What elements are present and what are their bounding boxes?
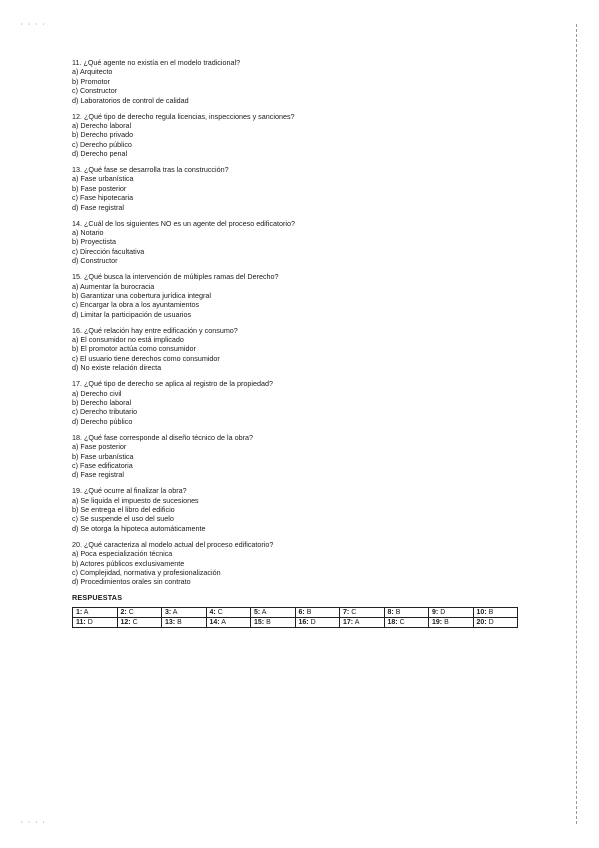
answer-cell xyxy=(384,608,429,618)
answer-letter: A xyxy=(221,619,226,627)
question-block xyxy=(72,58,532,105)
answer-option: c) Complejidad, normativa y profesionalización xyxy=(72,568,221,577)
question-block xyxy=(72,433,532,480)
question-title: 13. ¿Qué fase se desarrolla tras la construcción? xyxy=(72,165,229,175)
answer-cell xyxy=(429,618,474,628)
answer-option: d) Constructor xyxy=(72,256,118,266)
answer-number: 11: xyxy=(76,619,86,627)
answer-letter: D xyxy=(440,609,446,617)
answer-option: a) Poca especialización técnica xyxy=(72,549,173,559)
answer-option: d) No existe relación directa xyxy=(72,363,162,373)
answer-number: 13: xyxy=(165,619,176,627)
answer-number: 17: xyxy=(343,619,354,627)
answer-cell xyxy=(73,618,118,628)
answer-option: a) Derecho civil xyxy=(72,388,122,398)
answer-option: b) Se entrega el libro del edificio xyxy=(72,505,175,515)
page-border-bottom: · · · · ˜˜˜˜˜˜˜˜˜˜˜˜˜˜˜˜˜˜˜˜˜˜˜˜˜˜˜˜˜˜˜˜˜˜˜˜˜˜˜˜˜˜˜˜˜˜˜˜˜˜˜˜˜˜˜˜˜˜˜˜˜˜˜˜˜˜˜˜˜˜˜˜˜˜˜˜˜˜˜˜˜˜˜˜˜˜˜˜˜˜˜˜˜˜˜˜˜˜˜˜˜˜˜˜˜˜˜˜˜˜˜˜˜˜˜˜˜˜˜˜ xyxy=(20,820,483,826)
answers-table xyxy=(72,607,518,628)
answer-option: b) Derecho privado xyxy=(72,130,134,140)
answer-option: d) Fase registral xyxy=(72,202,124,212)
answer-option: a) Notario xyxy=(72,228,104,237)
answer-number: 14: xyxy=(209,619,220,627)
answer-number: 16: xyxy=(298,619,309,627)
answer-number: 6: xyxy=(298,609,305,617)
answer-number: 15: xyxy=(254,619,265,627)
answer-cell xyxy=(340,618,385,628)
answer-option: a) Aumentar la burocracia xyxy=(72,281,155,291)
question-title: 12. ¿Qué tipo de derecho regula licencias, inspecciones y sanciones? xyxy=(72,111,295,121)
answer-option: d) Laboratorios de control de calidad xyxy=(72,95,189,105)
answer-letter: D xyxy=(87,619,93,627)
answer-letter: C xyxy=(128,609,134,617)
answer-letter: B xyxy=(488,609,494,617)
answer-letter: A xyxy=(261,609,267,617)
question-block xyxy=(72,165,532,212)
answer-number: 19: xyxy=(432,619,443,627)
quiz-content xyxy=(72,58,532,628)
answer-number: 9: xyxy=(432,609,439,617)
answer-option: d) Derecho penal xyxy=(72,149,128,159)
answer-letter: C xyxy=(132,619,138,627)
answer-number: 2: xyxy=(120,609,127,617)
answer-option: d) Limitar la participación de usuarios xyxy=(72,309,192,319)
question-title: 16. ¿Qué relación hay entre edificación y consumo? xyxy=(72,325,238,335)
answer-option: c) Encargar la obra a los ayuntamientos xyxy=(72,300,200,310)
question-title: 17. ¿Qué tipo de derecho se aplica al registro de la propiedad? xyxy=(72,379,273,389)
answer-letter: A xyxy=(83,609,89,617)
question-block xyxy=(72,112,532,159)
question-title: 19. ¿Qué ocurre al finalizar la obra? xyxy=(72,486,187,496)
answer-letter: A xyxy=(354,619,360,627)
answer-number: 12: xyxy=(120,619,131,627)
answer-option: b) El promotor actúa como consumidor xyxy=(72,344,196,354)
answer-option: b) Promotor xyxy=(72,76,110,86)
answer-cell xyxy=(340,608,385,618)
answer-cell xyxy=(295,608,340,618)
answer-option: a) Se liquida el impuesto de sucesiones xyxy=(72,495,199,505)
answer-cell xyxy=(162,608,207,618)
answer-number: 3: xyxy=(165,609,172,617)
answer-option: c) Derecho tributario xyxy=(72,407,138,417)
question-title: 20. ¿Qué caracteriza al modelo actual del proceso edificatorio? xyxy=(72,539,274,549)
answer-option: a) Arquitecto xyxy=(72,67,113,77)
question-block xyxy=(72,272,532,319)
answer-option: d) Derecho público xyxy=(72,416,133,426)
question-block xyxy=(72,219,532,266)
answer-letter: C xyxy=(217,609,223,617)
question-block xyxy=(72,540,532,587)
answer-cell xyxy=(206,608,251,618)
answer-number: 1: xyxy=(76,609,83,617)
answer-option: b) Actores públicos exclusivamente xyxy=(72,558,185,568)
answer-number: 7: xyxy=(343,609,350,617)
answer-cell xyxy=(162,618,207,628)
answer-option: a) El consumidor no está implicado xyxy=(72,335,184,345)
answer-letter: A xyxy=(172,609,178,617)
answer-option: b) Fase posterior xyxy=(72,183,127,193)
answer-option: b) Fase urbanística xyxy=(72,451,134,461)
answers-heading: RESPUESTAS xyxy=(72,593,123,603)
answer-option: a) Derecho laboral xyxy=(72,120,132,130)
answer-cell xyxy=(251,608,296,618)
answer-option: b) Derecho laboral xyxy=(72,398,132,407)
answer-number: 10: xyxy=(476,609,487,617)
answer-option: c) El usuario tiene derechos como consumidor xyxy=(72,353,220,363)
question-title: 11. ¿Qué agente no existía en el modelo tradicional? xyxy=(72,58,241,67)
question-title: 15. ¿Qué busca la intervención de múltiples ramas del Derecho? xyxy=(72,272,279,282)
answer-cell xyxy=(117,618,162,628)
answer-option: c) Constructor xyxy=(72,86,118,96)
answer-cell xyxy=(206,618,251,628)
answer-number: 18: xyxy=(387,619,398,627)
question-block xyxy=(72,486,532,533)
answer-letter: B xyxy=(444,619,449,627)
answer-number: 5: xyxy=(254,609,261,617)
question-title: 14. ¿Cuál de los siguientes NO es un agente del proceso edificatorio? xyxy=(72,218,295,228)
answer-letter: B xyxy=(395,609,401,617)
answer-option: c) Se suspende el uso del suelo xyxy=(72,514,174,524)
answer-cell xyxy=(295,618,340,628)
page-border-right xyxy=(570,24,577,824)
answer-option: c) Fase edificatoria xyxy=(72,460,133,470)
answer-cell xyxy=(251,618,296,628)
answer-cell xyxy=(117,608,162,618)
answer-option: d) Se otorga la hipoteca automáticamente xyxy=(72,523,206,533)
question-block xyxy=(72,379,532,426)
answer-option: c) Dirección facultativa xyxy=(72,246,145,256)
answer-letter: B xyxy=(177,619,182,627)
answer-option: a) Fase urbanística xyxy=(72,174,134,184)
answer-letter: D xyxy=(488,619,494,627)
answer-letter: C xyxy=(399,619,405,627)
answer-option: b) Proyectista xyxy=(72,237,116,247)
answer-option: c) Derecho público xyxy=(72,139,132,149)
answer-letter: D xyxy=(310,619,316,627)
answer-option: b) Garantizar una cobertura jurídica integral xyxy=(72,290,212,300)
answers-row xyxy=(73,608,518,618)
answer-cell xyxy=(429,608,474,618)
answer-cell xyxy=(384,618,429,628)
page-border-top: · · · · ˜˜˜˜˜˜˜˜˜˜˜˜˜˜˜˜˜˜˜˜˜˜˜˜˜˜˜˜˜˜˜˜˜˜˜˜˜˜˜˜˜˜˜˜˜˜˜˜˜˜˜˜˜˜˜˜˜˜˜˜˜˜˜˜˜˜˜˜˜˜˜˜˜˜˜˜˜˜˜˜˜˜˜˜˜˜˜˜˜˜˜˜˜˜˜˜˜˜˜˜˜˜˜˜˜˜˜˜˜˜˜˜˜˜˜˜˜˜˜˜ xyxy=(20,22,483,28)
question-list xyxy=(72,58,532,587)
answer-cell xyxy=(473,608,518,618)
answers-row xyxy=(73,618,518,628)
answer-number: 8: xyxy=(387,609,394,617)
answer-cell xyxy=(473,618,518,628)
answer-option: d) Fase registral xyxy=(72,470,124,480)
answer-letter: C xyxy=(351,609,357,617)
question-title: 18. ¿Qué fase corresponde al diseño técnico de la obra? xyxy=(72,432,254,442)
answer-option: d) Procedimientos orales sin contrato xyxy=(72,577,191,587)
answer-letter: B xyxy=(266,619,271,627)
answer-letter: B xyxy=(306,609,312,617)
answer-option: c) Fase hipotecaria xyxy=(72,193,134,203)
answer-cell xyxy=(73,608,118,618)
answer-number: 20: xyxy=(476,619,487,627)
answer-number: 4: xyxy=(209,609,216,617)
answer-option: a) Fase posterior xyxy=(72,442,127,452)
question-block xyxy=(72,326,532,373)
